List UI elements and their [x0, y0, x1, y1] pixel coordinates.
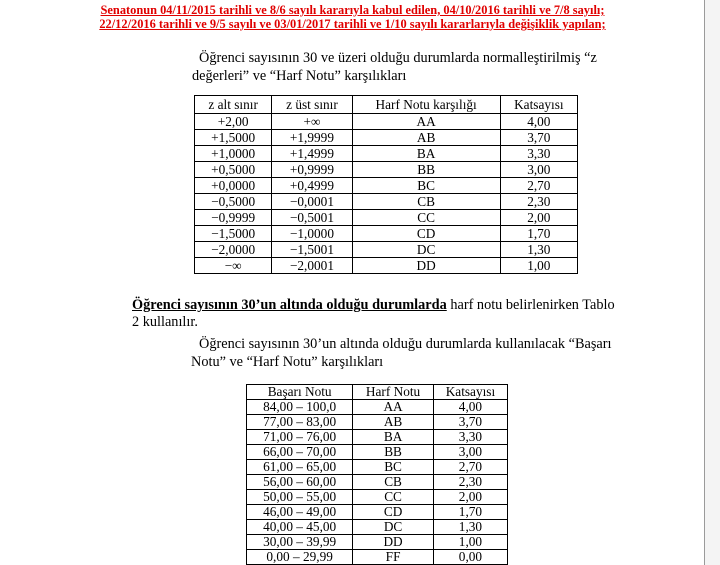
table-cell: 1,70 — [500, 226, 577, 242]
table-cell: 84,00 – 100,0 — [247, 400, 353, 415]
table-cell: +1,4999 — [272, 146, 352, 162]
score-grade-table — [246, 384, 508, 565]
table-row — [247, 460, 508, 475]
table-row — [247, 430, 508, 445]
table-row — [195, 210, 578, 226]
header-note-line1: Senatonun 04/11/2015 tarihli ve 8/6 sayılı kararıyla kabul edilen, 04/10/2016 tarihli ve 7/8 sayılı; — [100, 3, 605, 17]
table-row — [247, 550, 508, 565]
column-header: z üst sınır — [272, 96, 352, 114]
table-cell: DD — [352, 258, 500, 274]
table-header-row — [247, 385, 508, 400]
section2-intro-line2: Notu” ve “Harf Notu” karşılıkları — [191, 354, 384, 370]
table-row — [195, 162, 578, 178]
table-row — [247, 475, 508, 490]
table-cell: 3,30 — [500, 146, 577, 162]
table-cell: BC — [352, 178, 500, 194]
section2-intro-line1: Öğrenci sayısının 30’un altında olduğu durumlarda kullanılacak “Başarı — [199, 336, 612, 352]
table-cell: 2,30 — [433, 475, 507, 490]
table-cell: +1,5000 — [195, 130, 272, 146]
table-cell: 1,00 — [500, 258, 577, 274]
table-cell: 2,00 — [433, 490, 507, 505]
table-cell: AB — [352, 130, 500, 146]
table-cell: 77,00 – 83,00 — [247, 415, 353, 430]
table-cell: −∞ — [195, 258, 272, 274]
table-row — [195, 146, 578, 162]
table-cell: AA — [353, 400, 434, 415]
z-score-grade-table — [194, 95, 578, 274]
table-cell: 66,00 – 70,00 — [247, 445, 353, 460]
table-row — [247, 535, 508, 550]
table-cell: BC — [353, 460, 434, 475]
table-cell: 50,00 – 55,00 — [247, 490, 353, 505]
table-cell: 2,00 — [500, 210, 577, 226]
table-cell: DC — [353, 520, 434, 535]
table-cell: 40,00 – 45,00 — [247, 520, 353, 535]
table-row — [247, 400, 508, 415]
table-cell: −0,9999 — [195, 210, 272, 226]
section2-heading: Öğrenci sayısının 30’un altında olduğu durumlarda — [132, 297, 447, 313]
table-row — [195, 114, 578, 130]
table-cell: 30,00 – 39,99 — [247, 535, 353, 550]
table-cell: BB — [353, 445, 434, 460]
table-row — [195, 242, 578, 258]
table-row — [247, 490, 508, 505]
table-row — [247, 445, 508, 460]
table-cell: +0,5000 — [195, 162, 272, 178]
table-cell: 3,00 — [500, 162, 577, 178]
table-cell: FF — [353, 550, 434, 565]
table-cell: 1,30 — [433, 520, 507, 535]
table-row — [195, 178, 578, 194]
table-cell: +2,00 — [195, 114, 272, 130]
table-cell: 2,70 — [433, 460, 507, 475]
table-cell: 61,00 – 65,00 — [247, 460, 353, 475]
table-row — [195, 194, 578, 210]
table-cell: CB — [353, 475, 434, 490]
section2-heading-line — [132, 295, 615, 315]
table-cell: CC — [353, 490, 434, 505]
column-header: Harf Notu karşılığı — [352, 96, 500, 114]
table-cell: AA — [352, 114, 500, 130]
column-header: Harf Notu — [353, 385, 434, 400]
table-cell: 1,00 — [433, 535, 507, 550]
table-cell: +0,9999 — [272, 162, 352, 178]
column-header: z alt sınır — [195, 96, 272, 114]
table-cell: 46,00 – 49,00 — [247, 505, 353, 520]
table-row — [195, 258, 578, 274]
table-cell: 0,00 — [433, 550, 507, 565]
table-cell: −0,0001 — [272, 194, 352, 210]
column-header: Katsayısı — [433, 385, 507, 400]
table-cell: BA — [352, 146, 500, 162]
table-cell: +1,9999 — [272, 130, 352, 146]
section2-heading-rest: harf notu belirlenirken Tablo — [450, 297, 615, 313]
table-cell: −1,5001 — [272, 242, 352, 258]
table-cell: 3,00 — [433, 445, 507, 460]
table-cell: CB — [352, 194, 500, 210]
table-cell: CD — [352, 226, 500, 242]
table-cell: −0,5001 — [272, 210, 352, 226]
table-cell: −2,0001 — [272, 258, 352, 274]
section2-heading-line2: 2 kullanılır. — [132, 314, 198, 330]
table-cell: 1,70 — [433, 505, 507, 520]
table-cell: 2,30 — [500, 194, 577, 210]
table-cell: −0,5000 — [195, 194, 272, 210]
table-row — [247, 415, 508, 430]
column-header: Katsayısı — [500, 96, 577, 114]
table-cell: 56,00 – 60,00 — [247, 475, 353, 490]
table-cell: 3,70 — [500, 130, 577, 146]
table-cell: +0,4999 — [272, 178, 352, 194]
table-cell: DC — [352, 242, 500, 258]
table-cell: 3,30 — [433, 430, 507, 445]
table-cell: −1,5000 — [195, 226, 272, 242]
table-cell: +0,0000 — [195, 178, 272, 194]
table-cell: BA — [353, 430, 434, 445]
table-cell: −2,0000 — [195, 242, 272, 258]
table-cell: 4,00 — [433, 400, 507, 415]
table-header-row — [195, 96, 578, 114]
table-cell: CD — [353, 505, 434, 520]
table-cell: 71,00 – 76,00 — [247, 430, 353, 445]
table-cell: 3,70 — [433, 415, 507, 430]
viewer-background-strip — [705, 0, 720, 565]
table-cell: 4,00 — [500, 114, 577, 130]
table-cell: 0,00 – 29,99 — [247, 550, 353, 565]
table-cell: AB — [353, 415, 434, 430]
table-cell: 1,30 — [500, 242, 577, 258]
table-row — [247, 505, 508, 520]
table-row — [195, 226, 578, 242]
table-cell: +1,0000 — [195, 146, 272, 162]
section1-intro-line2: değerleri” ve “Harf Notu” karşılıkları — [192, 68, 407, 84]
table-cell: −1,0000 — [272, 226, 352, 242]
table-row — [195, 130, 578, 146]
header-note-line2: 22/12/2016 tarihli ve 9/5 sayılı ve 03/01/2017 tarihli ve 1/10 sayılı kararlarıyla değişiklik yapılan; — [99, 17, 606, 31]
table-cell: CC — [352, 210, 500, 226]
table-cell: +∞ — [272, 114, 352, 130]
table-row — [247, 520, 508, 535]
column-header: Başarı Notu — [247, 385, 353, 400]
table-cell: 2,70 — [500, 178, 577, 194]
table-cell: DD — [353, 535, 434, 550]
section1-intro-line1: Öğrenci sayısının 30 ve üzeri olduğu durumlarda normalleştirilmiş “z — [199, 50, 597, 66]
table-cell: BB — [352, 162, 500, 178]
